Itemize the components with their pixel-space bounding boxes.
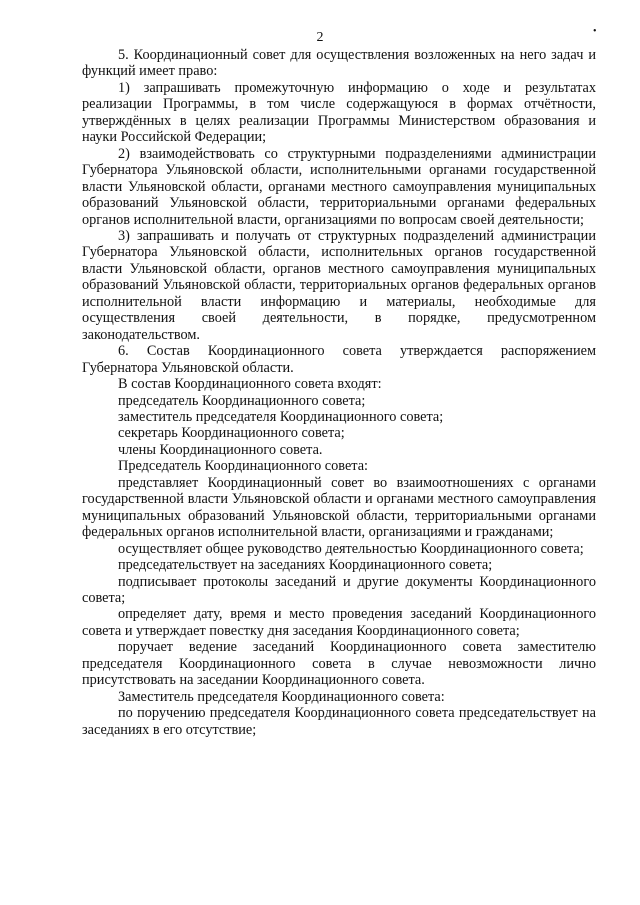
paragraph-right-2: 2) взаимодействовать со структурными подразделениями администрации Губернатора Ульяновской области, исполнительными органами государственной власти Ульяновской области, органами местного самоуправления муниципальных образований Ульяновской области, территориальными органами федеральных органов исполнительной власти, организациями по вопросам своей деятельности; [82,145,596,228]
chairman-duty-schedule: определяет дату, время и место проведения заседаний Координационного совета и утверждает повестку дня заседания Координационного совета; [82,606,596,639]
paragraph-6-composition: 6. Состав Координационного совета утверждается распоряжением Губернатора Ульяновской области. [82,343,596,376]
deputy-duty-presides: по поручению председателя Координационного совета председательствует на заседаниях в его отсутствие; [82,705,596,738]
paragraph-right-1: 1) запрашивать промежуточную информацию о ходе и результатах реализации Программы, в том числе содержащуюся в формах отчётности, утверждённых в целях реализации Программы Министерством образования и науки Российской Федерации; [82,79,596,146]
paragraph-chairman-heading: Председатель Координационного совета: [118,458,369,475]
paragraph-composition-intro: В состав Координационного совета входят: [118,376,382,393]
paragraph-5-rights: 5. Координационный совет для осуществления возложенных на него задач и функций имеет право: [82,47,596,80]
list-item-secretary: секретарь Координационного совета; [118,425,345,442]
list-item-members: члены Координационного совета. [118,441,323,458]
page-number: 2 [316,30,324,45]
chairman-duty-presides: председательствует на заседаниях Координационного совета; [118,557,493,574]
paragraph-right-3: 3) запрашивать и получать от структурных подразделений администрации Губернатора Ульяновской области, исполнительных органов государственной власти Ульяновской области, органов местного самоуправления муниципальных образований Ульяновской области, территориальных органов федеральных органов исполнительной власти информацию и материалы, необходимые для осуществления своей деятельности, в порядке, предусмотренном законодательством. [82,227,596,343]
chairman-duty-delegates: поручает ведение заседаний Координационного совета заместителю председателя Координационного совета в случае невозможности лично присутствовать на заседании Координационного совета. [82,639,596,689]
paragraph-deputy-heading: Заместитель председателя Координационного совета: [118,688,445,705]
document-body [82,47,596,738]
list-item-deputy: заместитель председателя Координационного совета; [118,408,444,425]
corner-mark: • [593,26,597,37]
chairman-duty-management: осуществляет общее руководство деятельностью Координационного совета; [118,540,584,557]
chairman-duty-signs: подписывает протоколы заседаний и другие документы Координационного совета; [82,573,596,606]
list-item-chairman: председатель Координационного совета; [118,392,366,409]
chairman-duty-represents: представляет Координационный совет во взаимоотношениях с органами государственной власти Ульяновской области и органами местного самоуправления муниципальных образований Ульяновской области, территориальными органами федеральных органов исполнительной власти, организациями и гражданами; [82,474,596,541]
